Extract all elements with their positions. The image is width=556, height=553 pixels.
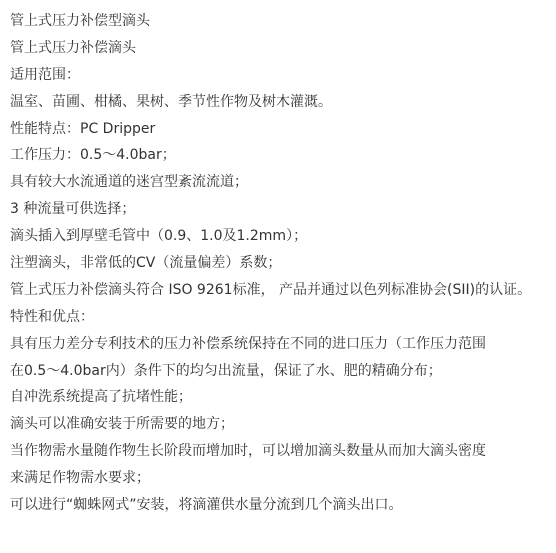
advantage-compensation-1: 具有压力差分专利技术的压力补偿系统保持在不同的进口压力（工作压力范围 (10, 335, 486, 352)
scope-text: 温室、苗圃、柑橘、果树、季节性作物及树木灌溉。 (10, 93, 332, 110)
feature-cv: 注塑滴头，非常低的CV（流量偏差）系数； (10, 255, 282, 272)
feature-insertion: 滴头插入到厚壁毛管中（0.9、1.0及1.2mm）； (10, 228, 308, 245)
scope-heading: 适用范围： (10, 66, 80, 83)
advantages-heading: 特性和优点： (10, 308, 94, 325)
feature-pressure: 工作压力：0.5～4.0bar； (10, 147, 176, 164)
feature-standard: 管上式压力补偿滴头符合 ISO 9261标准， 产品并通过以色列标准协会(SII)的认证。 (10, 281, 532, 298)
features-heading: 性能特点：PC Dripper (10, 120, 156, 137)
advantage-density-1: 当作物需水量随作物生长阶段而增加时，可以增加滴头数量从而加大滴头密度 (10, 443, 486, 460)
advantage-spider: 可以进行“蜘蛛网式”安装，将滴灌供水量分流到几个滴头出口。 (10, 497, 403, 514)
advantage-compensation-2: 在0.5～4.0bar内）条件下的均匀出流量，保证了水、肥的精确分布； (10, 362, 442, 379)
feature-flow-options: 3 种流量可供选择； (10, 201, 136, 218)
document-body (10, 8, 554, 519)
subtitle-line: 管上式压力补偿滴头 (10, 39, 136, 56)
advantage-density-2: 来满足作物需水要求； (10, 470, 150, 487)
title-line: 管上式压力补偿型滴头 (10, 13, 150, 29)
advantage-placement: 滴头可以准确安装于所需要的地方； (10, 416, 234, 433)
advantage-self-flush: 自冲洗系统提高了抗堵性能； (10, 389, 192, 406)
feature-labyrinth: 具有较大水流通道的迷宫型紊流流道； (10, 174, 248, 191)
